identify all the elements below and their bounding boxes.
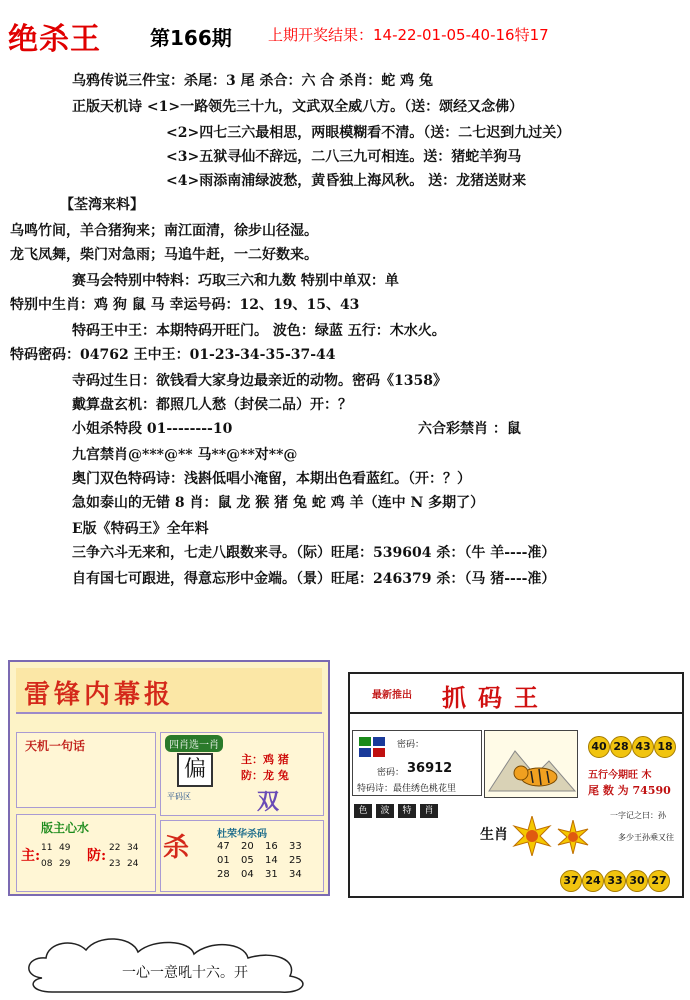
sky-title: 天机一句话 <box>25 739 86 753</box>
zhu-line: 主：鸡 猪 <box>241 753 289 766</box>
one-word-hint: 一字记之曰：孙 <box>610 811 666 820</box>
tag: 特 <box>398 804 416 818</box>
text-line: 正版天机诗 <1>一路领先三十九，文武双全威八方。（送：颂经又念佛） <box>72 99 524 115</box>
hint-verse: 多少王孙乘又往 <box>618 833 674 842</box>
zhu-label: 主: <box>21 848 41 864</box>
last-draw-result: 上期开奖结果：14-22-01-05-40-16特17 <box>268 26 549 44</box>
four-zodiac-panel <box>160 732 324 816</box>
zhu-number: 11 <box>41 843 53 853</box>
text-line: 赛马会特别中特料：巧取三六和九数 特别中单双：单 <box>72 273 399 289</box>
kill-number: 05 <box>241 855 254 866</box>
text-line: E版《特码王》全年料 <box>72 521 209 537</box>
text-line: 乌鸣竹间，羊合猪狗来；南江面清，徐步山径湿。 <box>10 223 318 239</box>
text-line: <4>雨添南浦绿波愁，黄昏独上海风秋。 送：龙猪送财来 <box>166 173 527 189</box>
kill-number-panel <box>160 820 324 892</box>
tiger-monkey-picture <box>484 730 578 798</box>
zhu-number: 29 <box>59 859 71 869</box>
sha-title: 杜荣华杀码 <box>217 829 267 840</box>
text-line: <2>四七三六最相思，两眼模糊看不清。（送：二七迟到九过关） <box>166 125 571 141</box>
lucky-ball: 24 <box>582 870 604 892</box>
zhu-number: 49 <box>59 843 71 853</box>
section-heading: 【荃湾来料】 <box>60 197 144 213</box>
fang-number: 23 <box>109 859 121 869</box>
zodiac-label: 生肖 <box>480 827 508 843</box>
shuang-character: 双 <box>257 789 280 815</box>
text-line: 六合彩禁肖 ：鼠 <box>418 421 521 437</box>
pian-character: 偏 <box>177 753 213 787</box>
pingma-label: 平码区 <box>167 792 191 801</box>
text-line: 寺码过生日：欲钱看大家身边最亲近的动物。密码《1358》 <box>72 373 447 389</box>
banner <box>16 668 322 714</box>
zhuama-wang-image <box>348 672 684 898</box>
fang-label: 防: <box>87 848 107 864</box>
special-poem: 特码诗：最佳绣色桃花里 <box>357 784 457 794</box>
lucky-ball: 27 <box>648 870 670 892</box>
text-line: 龙飞凤舞，柴门对急雨；马追牛赶，一二好数来。 <box>10 247 318 263</box>
tail-number-text: 尾 数 为 74590 <box>588 784 671 797</box>
tiger-icon <box>485 731 577 797</box>
cloud-text: 一心一意吼十六。开 <box>122 965 248 981</box>
lucky-ball: 28 <box>610 736 632 758</box>
lucky-ball: 30 <box>626 870 648 892</box>
fang-number: 22 <box>109 843 121 853</box>
text-line: 小姐杀特段 01--------10 <box>72 421 233 437</box>
tag: 波 <box>376 804 394 818</box>
fang-number: 34 <box>127 843 139 853</box>
zhuama-header <box>350 674 682 714</box>
leifeng-newspaper-image <box>8 660 330 896</box>
lucky-ball: 37 <box>560 870 582 892</box>
cloud-bubble <box>22 928 332 996</box>
text-line: 自有国七可跟进，得意忘形中金端。（景）旺尾：246379 杀：（马 猪----准） <box>72 571 556 587</box>
lucky-ball: 43 <box>632 736 654 758</box>
banner-title: 雷锋内幕报 <box>24 680 175 710</box>
sun-burst-icon <box>556 820 590 854</box>
password-label-2: 密码： <box>377 768 405 778</box>
kill-number: 33 <box>289 841 302 852</box>
text-line: <3>五狱寻仙不辞远，二八三九可相连。送：猪蛇羊狗马 <box>166 149 522 165</box>
page-title: 绝杀王 <box>8 22 101 57</box>
password-box <box>352 730 482 796</box>
kill-number: 34 <box>289 869 302 880</box>
new-release-label: 最新推出 <box>372 690 412 701</box>
text-line: 乌鸦传说三件宝：杀尾：3 尾 杀合：六 合 杀肖：蛇 鸡 兔 <box>72 73 433 89</box>
logo-icon <box>359 737 385 757</box>
text-line: 急如泰山的无错 8 肖：鼠 龙 猴 猪 兔 蛇 鸡 羊（连中 N 多期了） <box>72 495 485 511</box>
text-line: 特码密码：04762 王中王：01-23-34-35-37-44 <box>10 347 336 363</box>
text-line: 奥门双色特码诗：浅斟低唱小淹留，本期出色看蓝红。（开：？） <box>72 471 471 487</box>
kill-number: 25 <box>289 855 302 866</box>
lucky-ball: 33 <box>604 870 626 892</box>
kill-number: 01 <box>217 855 230 866</box>
banzhu-title: 版主心水 <box>41 821 90 835</box>
kill-number: 31 <box>265 869 278 880</box>
four-zodiac-title: 四肖选一肖 <box>165 735 223 752</box>
kill-number: 20 <box>241 841 254 852</box>
kill-number: 14 <box>265 855 278 866</box>
password-label: 密码： <box>397 740 425 750</box>
text-line: 戴算盘玄机：都照几人愁（封侯二品）开：？ <box>72 397 352 413</box>
zhu-number: 08 <box>41 859 53 869</box>
text-line: 九宫禁肖@***@** 马**@**对**@ <box>72 447 298 463</box>
tag: 色 <box>354 804 372 818</box>
zhuama-title: 抓码王 <box>442 683 550 712</box>
fang-number: 24 <box>127 859 139 869</box>
tag: 肖 <box>420 804 438 818</box>
lucky-ball: 18 <box>654 736 676 758</box>
sky-panel <box>16 732 156 808</box>
text-line: 特码王中王：本期特码开旺门。 波色：绿蓝 五行：木水火。 <box>72 323 446 339</box>
text-line: 三争六斗无来和，七走八跟数来寻。（际）旺尾：539604 杀：（牛 羊----准） <box>72 545 556 561</box>
banzhu-panel <box>16 814 156 892</box>
password-value: 36912 <box>407 761 453 776</box>
fang-line: 防：龙 兔 <box>241 769 289 782</box>
kill-number: 04 <box>241 869 254 880</box>
issue-number: 第166期 <box>150 26 232 50</box>
kill-number: 47 <box>217 841 230 852</box>
kill-number: 28 <box>217 869 230 880</box>
sun-burst-icon <box>512 816 552 856</box>
text-line: 特别中生肖：鸡 狗 鼠 马 幸运号码：12、19、15、43 <box>10 297 360 313</box>
sha-character: 杀 <box>163 833 190 863</box>
lucky-ball: 40 <box>588 736 610 758</box>
kill-number: 16 <box>265 841 278 852</box>
wuxing-text: 五行今期旺 木 <box>588 770 652 781</box>
